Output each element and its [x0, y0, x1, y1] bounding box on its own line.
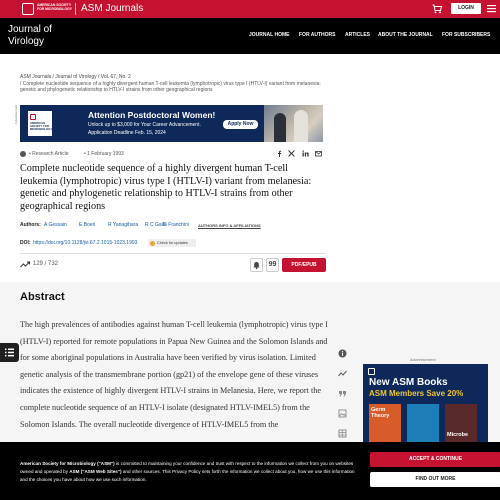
alert-bell-button[interactable]	[250, 258, 263, 272]
figures-icon[interactable]	[338, 409, 347, 418]
book-cover: Germ Theory	[369, 404, 401, 444]
article-title: Complete nucleotide sequence of a highly divergent human T-cell leukemia (lymphotropic) virus type I (HTLV-I) variant from melanesia: genetic and phylogenetic relationship to HTLV-I strains from other geographical regions	[20, 163, 312, 212]
journal-title-line1: Journal of	[8, 24, 52, 35]
journal-header	[0, 18, 500, 54]
top-bar	[0, 0, 500, 18]
table-of-contents-button[interactable]	[0, 343, 19, 362]
metrics-icon[interactable]	[338, 369, 347, 378]
breadcrumb-current: / Complete nucleotide sequence of a highly divergent human T-cell leukemia (lymphotropic) virus type I (HTLV-I) variant from melanesia: genetic and phylogenetic relationship to HTLV-I strains from other geographical regions	[20, 81, 321, 93]
linkedin-icon[interactable]	[302, 150, 309, 157]
author-link[interactable]: E Boeri	[79, 222, 96, 228]
ad-right-label: Advertisement	[410, 357, 436, 362]
book-cover: Microbe	[445, 404, 477, 444]
quote-icon[interactable]	[338, 389, 347, 398]
info-icon[interactable]	[338, 349, 347, 358]
asm-logo-icon[interactable]	[22, 3, 34, 15]
breadcrumb[interactable]: ASM Journals / Journal of Virology / Vol. 67, No. 2	[20, 74, 131, 80]
ad-label: Advertisement	[14, 105, 18, 125]
author-link[interactable]: A Gessain	[44, 222, 67, 228]
access-status-icon	[20, 151, 26, 157]
twitter-icon[interactable]	[288, 150, 295, 157]
nav-for-authors[interactable]: FOR AUTHORS	[299, 32, 336, 38]
cart-icon[interactable]	[432, 4, 442, 14]
book-cover	[407, 404, 439, 444]
nav-articles[interactable]: ARTICLES	[345, 32, 370, 38]
authors-label: Authors:	[20, 222, 41, 228]
divider	[20, 253, 326, 254]
menu-icon[interactable]	[487, 4, 496, 13]
journal-title[interactable]	[8, 24, 52, 48]
article-date: • 1 February 1993	[84, 151, 124, 157]
author-link[interactable]: G Franchini	[163, 222, 189, 228]
ad-line1: Unlock up to $3,000 for Your Career Advancement.	[88, 122, 201, 128]
pdf-epub-button[interactable]: PDF/EPUB	[282, 258, 326, 272]
doi-link[interactable]: https://doi.org/10.1128/jvi.67.2.1015-1023.1993	[33, 240, 138, 246]
ad-logo-text: AMERICAN SOCIETY FOR MICROBIOLOGY	[30, 121, 53, 132]
asm-books-ad[interactable]	[363, 364, 488, 444]
journal-title-line2: Virology	[8, 36, 44, 47]
tables-icon[interactable]	[338, 429, 347, 438]
cookie-banner	[0, 442, 500, 500]
abstract-heading: Abstract	[20, 291, 65, 303]
asm-logo-text[interactable]: AMERICAN SOCIETY FOR MICROBIOLOGY	[37, 3, 73, 11]
ad-banner[interactable]	[20, 105, 323, 142]
login-button[interactable]: LOGIN	[451, 3, 481, 14]
cookie-text: American Society for Microbiology ("ASM") is committed to maintaining your confidence and trust with respect to the information we collect from you on websites owned and operated by ASM ("ASM Web Sites") and other sources. This Privacy Policy sets forth the information we collect about you, how we use this information and the choices you have about how we use such information.	[20, 461, 355, 482]
nav-journal-home[interactable]: JOURNAL HOME	[249, 32, 290, 38]
metrics-trend-icon	[20, 261, 30, 268]
ad-line2: Application Deadline Feb. 15, 2024	[88, 130, 166, 136]
nav-for-subscribers[interactable]: FOR SUBSCRIBERS	[442, 32, 491, 38]
article-type: • Research Article	[29, 151, 69, 157]
accept-continue-button[interactable]: ACCEPT & CONTINUE	[370, 452, 500, 467]
doi-label: DOI:	[20, 240, 31, 246]
ad-asm-logo	[28, 111, 52, 136]
topbar-divider	[75, 3, 76, 15]
facebook-icon[interactable]	[276, 150, 283, 157]
ad-title: Attention Postdoctoral Women!	[88, 110, 216, 120]
author-link[interactable]: R C Gallo	[145, 222, 167, 228]
ad-books-subheadline: ASM Members Save 20%	[369, 389, 464, 398]
find-out-more-button[interactable]: FIND OUT MORE	[370, 472, 500, 487]
bell-icon	[251, 259, 262, 271]
ad-books-headline: New ASM Books	[369, 377, 448, 388]
list-icon	[0, 343, 19, 362]
asm-mark-icon	[368, 368, 375, 375]
check-for-updates-badge[interactable]: Check for updates	[148, 239, 196, 247]
metrics-count[interactable]: 129 / 732	[33, 261, 59, 267]
ad-apply-button[interactable]: Apply Now	[223, 120, 258, 129]
authors-info-link[interactable]: AUTHORS INFO & AFFILIATIONS	[198, 223, 261, 228]
nav-about-journal[interactable]: ABOUT THE JOURNAL	[378, 32, 433, 38]
ad-photo	[264, 105, 323, 142]
asm-journals-link[interactable]: ASM Journals	[81, 3, 144, 14]
abstract-text: The high prevalences of antibodies against human T-cell leukemia (lymphotropic) virus type I (HTLV-I) reported for remote populations in Papua New Guinea and the Solomon Islands and for some aboriginal populations in Australia have been verified by virus isolation. Limited genetic analysis of the transmembrane portion (gp21) of the envelope gene of these viruses indicates the existence of highly divergent HTLV-I strains in Melanesia. Here, we report the complete nucleotide sequence of an HTLV-I isolate (designated HTLV-IMEL5) from the Solomon Islands. The overall nucleotide divergence of HTLV-IMEL5 from the	[20, 320, 328, 429]
author-link[interactable]: R Yanagihara	[108, 222, 139, 228]
asm-mark-icon	[30, 114, 36, 120]
email-icon[interactable]	[315, 150, 322, 157]
cite-button[interactable]: 99	[266, 258, 279, 272]
